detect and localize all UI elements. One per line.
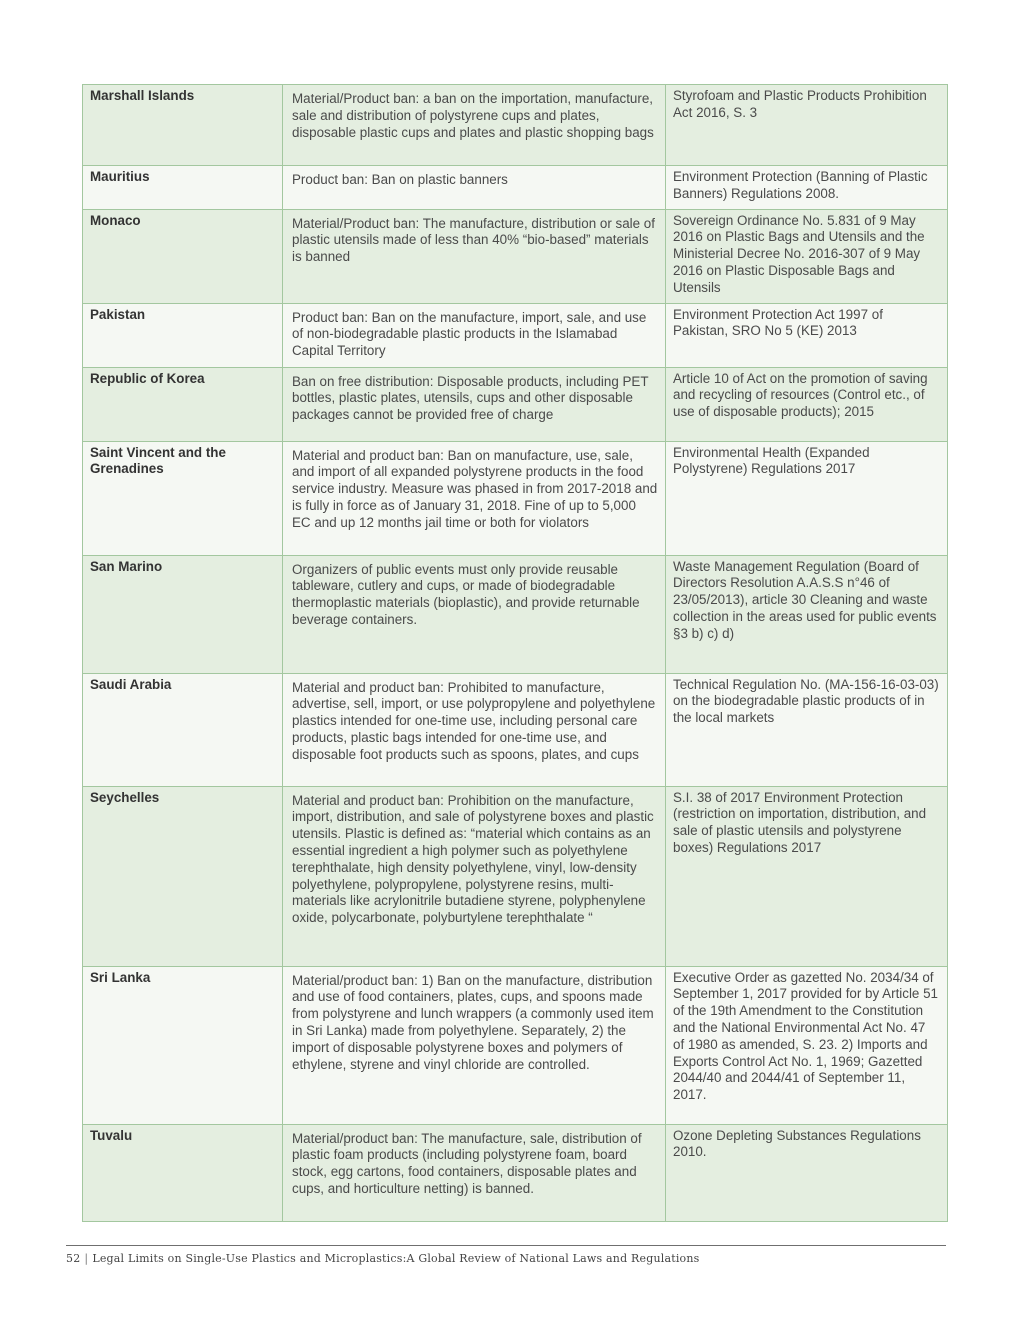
law-cell: Executive Order as gazetted No. 2034/34 of September 1, 2017 provided for by Article 51 of the 19th Amendment to the Constitution and the National Environmental Act No. 47 of 1980 as amended, S. 23. 2) Imports and Exports Control Act No. 1, 1969; Gazetted 2044/40 and 2044/41 of September 11, 2017. [666, 966, 948, 1124]
measure-cell: Material and product ban: Ban on manufacture, use, sale, and import of all expanded polystyrene products in the food service industry. Measure was phased in from 2017-2018 and is fully in force as of January 31, 2018. Fine of up to 5,000 EC and up 12 months jail time or both for violators [283, 441, 666, 555]
table-row [83, 555, 948, 673]
measure-cell: Material/product ban: The manufacture, sale, distribution of plastic foam products (including polystyrene foam, board stock, egg cartons, food containers, disposable plates and cups, and horticulture netting) is banned. [283, 1124, 666, 1221]
country-cell: Republic of Korea [83, 367, 283, 441]
laws-table [82, 84, 948, 1222]
country-cell: Seychelles [83, 786, 283, 966]
measure-cell: Material/product ban: 1) Ban on the manufacture, distribution and use of food containers, plates, cups, and spoons made from polystyrene and lunch wrappers (a commonly used item in Sri Lanka) made from polyethylene. Separately, 2) the import of disposable polystyrene boxes and polymers of ethylene, styrene and vinyl chloride are controlled. [283, 966, 666, 1124]
footer-separator: | [84, 1252, 89, 1265]
table-row [83, 441, 948, 555]
country-cell: San Marino [83, 555, 283, 673]
page-number: 52 [66, 1252, 81, 1265]
table-row [83, 166, 948, 210]
law-cell: S.I. 38 of 2017 Environment Protection (restriction on importation, distribution, and sale of plastic utensils and polystyrene boxes) Regulations 2017 [666, 786, 948, 966]
country-cell: Saint Vincent and the Grenadines [83, 441, 283, 555]
measure-cell: Ban on free distribution: Disposable products, including PET bottles, plastic plates, utensils, cups and other disposable packages cannot be provided free of charge [283, 367, 666, 441]
table-row [83, 786, 948, 966]
country-cell: Mauritius [83, 166, 283, 210]
law-cell: Technical Regulation No. (MA-156-16-03-03) on the biodegradable plastic products of in the local markets [666, 673, 948, 786]
document-title: Legal Limits on Single-Use Plastics and Microplastics:A Global Review of National Laws and Regulations [92, 1252, 700, 1265]
country-cell: Marshall Islands [83, 85, 283, 166]
table-row [83, 966, 948, 1124]
table-row [83, 303, 948, 367]
law-cell: Environmental Health (Expanded Polystyrene) Regulations 2017 [666, 441, 948, 555]
measure-cell: Product ban: Ban on the manufacture, import, sale, and use of non-biodegradable plastic products in the Islamabad Capital Territory [283, 303, 666, 367]
country-cell: Tuvalu [83, 1124, 283, 1221]
measure-cell: Material and product ban: Prohibition on the manufacture, import, distribution, and sale of polystyrene boxes and plastic utensils. Plastic is defined as: “material which contains as an essential ingredient a high polymer such as polyethylene terephthalate, high density polyethylene, vinyl, low-density polyethylene, polypropylene, polystyrene resins, multi-materials like acrylonitrile butadiene styrene, polyphenylene oxide, polycarbonate, polyburtylene terephthalate “ [283, 786, 666, 966]
country-cell: Monaco [83, 209, 283, 303]
table-row [83, 673, 948, 786]
country-cell: Sri Lanka [83, 966, 283, 1124]
law-cell: Article 10 of Act on the promotion of saving and recycling of resources (Control etc., of use of disposable products); 2015 [666, 367, 948, 441]
table-row [83, 85, 948, 166]
measure-cell: Material/Product ban: a ban on the importation, manufacture, sale and distribution of polystyrene cups and plates, disposable plastic cups and plates and plastic shopping bags [283, 85, 666, 166]
footer-divider [66, 1245, 946, 1246]
table-row [83, 367, 948, 441]
table-row [83, 209, 948, 303]
law-cell: Environment Protection (Banning of Plastic Banners) Regulations 2008. [666, 166, 948, 210]
law-cell: Environment Protection Act 1997 of Pakistan, SRO No 5 (KE) 2013 [666, 303, 948, 367]
law-cell: Sovereign Ordinance No. 5.831 of 9 May 2016 on Plastic Bags and Utensils and the Ministerial Decree No. 2016-307 of 9 May 2016 on Plastic Disposable Bags and Utensils [666, 209, 948, 303]
table-row [83, 1124, 948, 1221]
law-cell: Ozone Depleting Substances Regulations 2010. [666, 1124, 948, 1221]
law-cell: Styrofoam and Plastic Products Prohibition Act 2016, S. 3 [666, 85, 948, 166]
measure-cell: Material/Product ban: The manufacture, distribution or sale of plastic utensils made of less than 40% “bio-based” materials is banned [283, 209, 666, 303]
measure-cell: Product ban: Ban on plastic banners [283, 166, 666, 210]
country-cell: Saudi Arabia [83, 673, 283, 786]
country-cell: Pakistan [83, 303, 283, 367]
measure-cell: Material and product ban: Prohibited to manufacture, advertise, sell, import, or use polypropylene and polyethylene plastics intended for one-time use, including personal care products, plastic bags intended for one-time use, and disposable foot products such as spoons, plates, and cups [283, 673, 666, 786]
law-cell: Waste Management Regulation (Board of Directors Resolution A.A.S.S n°46 of 23/05/2013), article 30 Cleaning and waste collection in the areas used for public events §3 b) c) d) [666, 555, 948, 673]
page-footer [66, 1252, 700, 1265]
measure-cell: Organizers of public events must only provide reusable tableware, cutlery and cups, or made of biodegradable thermoplastic materials (bioplastic), and provide returnable beverage containers. [283, 555, 666, 673]
